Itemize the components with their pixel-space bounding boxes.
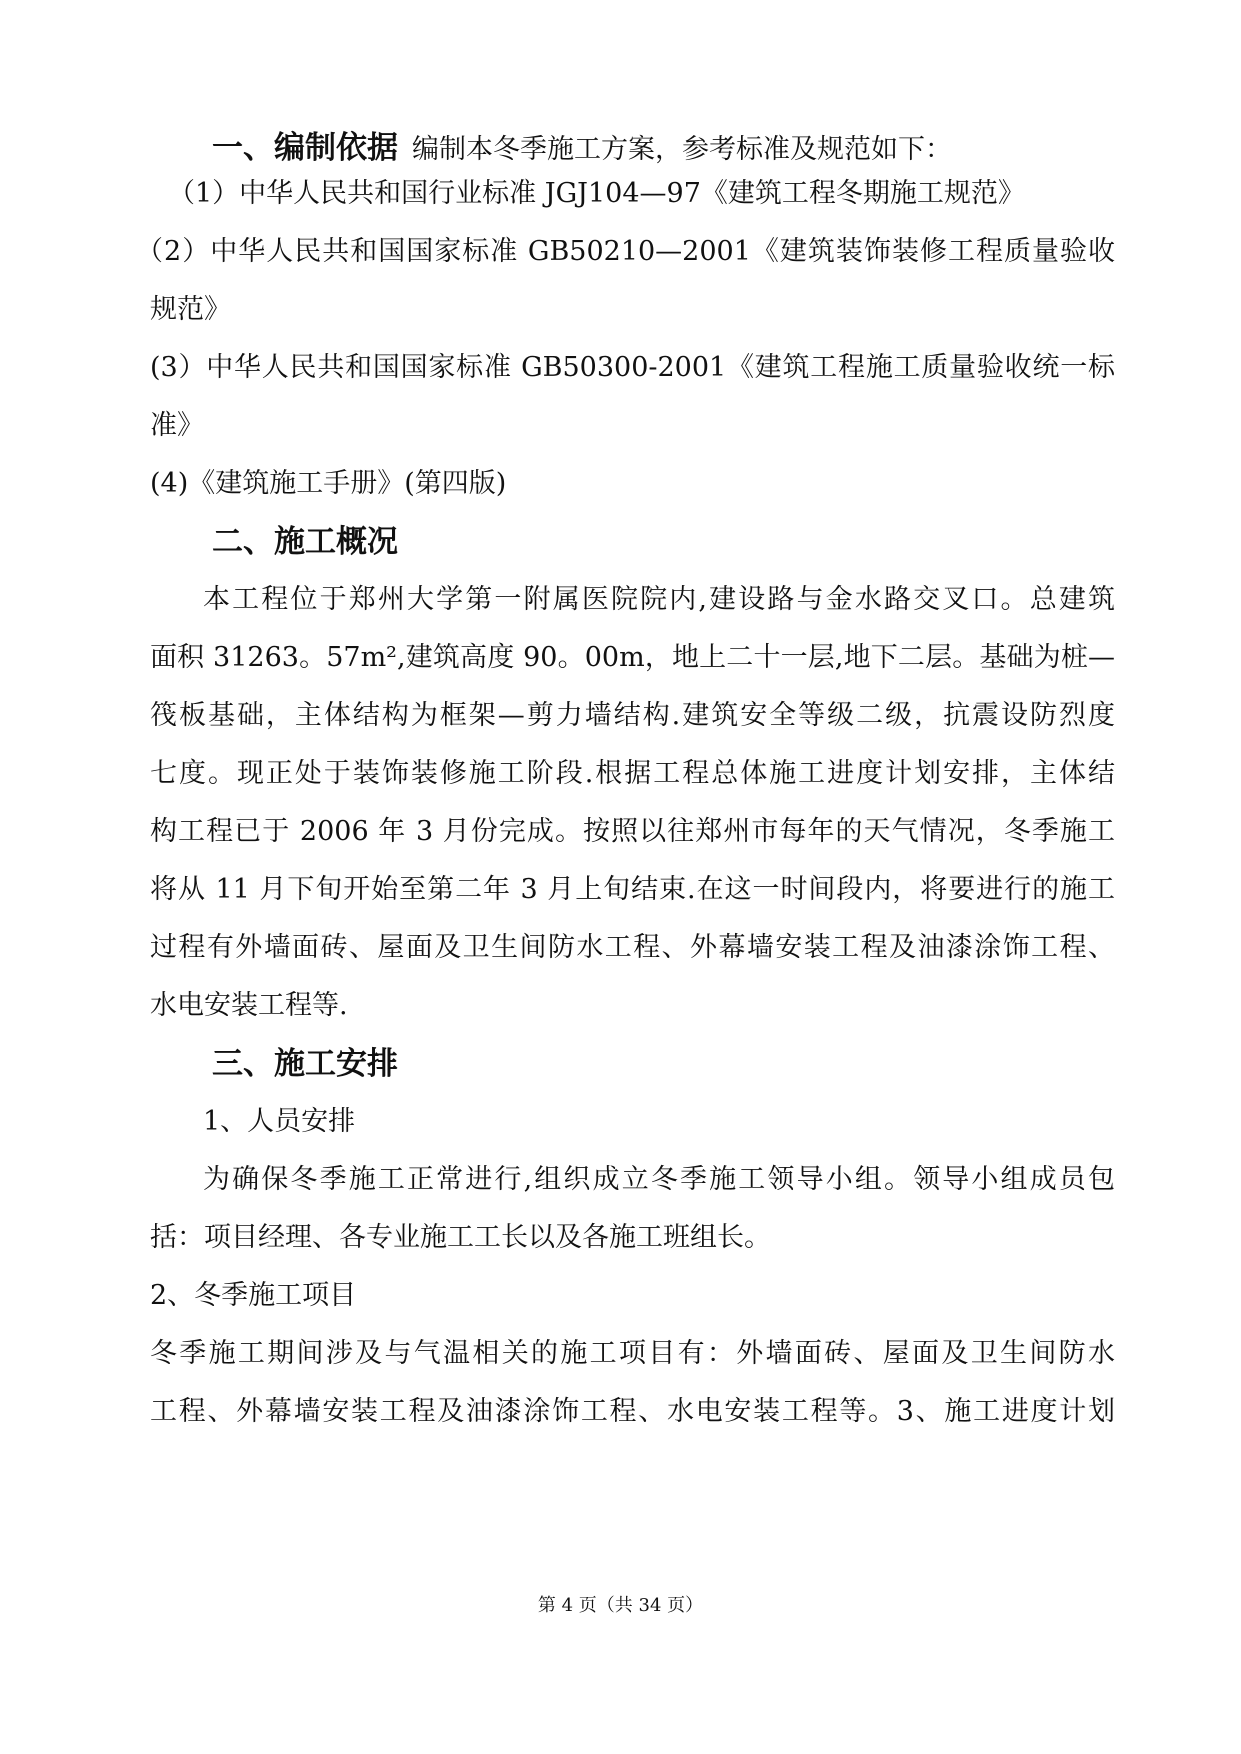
section-2-paragraph-line-8: 水电安装工程等.: [150, 990, 348, 1021]
section-3-sub1-paragraph-line-1: 为确保冬季施工正常进行,组织成立冬季施工领导小组。领导小组成员包: [203, 1164, 1115, 1195]
section-2-paragraph-line-1: 本工程位于郑州大学第一附属医院院内,建设路与金水路交叉口。总建筑: [203, 584, 1115, 615]
page-number-footer: 第 4 页（共 34 页）: [537, 1595, 704, 1616]
section-2-paragraph-line-5: 构工程已于 2006 年 3 月份完成。按照以往郑州市每年的天气情况，冬季施工: [150, 816, 1115, 847]
section-3-sub1-paragraph-line-2: 括：项目经理、各专业施工工长以及各施工班组长。: [150, 1222, 771, 1253]
section-2-paragraph-line-3: 筏板基础，主体结构为框架—剪力墙结构.建筑安全等级二级，抗震设防烈度: [150, 700, 1115, 731]
section-1-heading-line: [212, 128, 1115, 170]
section-3-heading: 三、施工安排: [212, 1046, 398, 1082]
reference-3-line-1: (3）中华人民共和国国家标准 GB50300-2001《建筑工程施工质量验收统一标: [150, 352, 1115, 383]
section-2-paragraph-line-7: 过程有外墙面砖、屋面及卫生间防水工程、外幕墙安装工程及油漆涂饰工程、: [150, 932, 1115, 963]
reference-1: （1）中华人民共和国行业标准 JGJ104—97《建筑工程冬期施工规范》: [168, 178, 1025, 209]
reference-4: (4)《建筑施工手册》(第四版): [150, 468, 507, 499]
section-1-heading: 一、编制依据: [212, 130, 398, 166]
section-2-paragraph-line-6: 将从 11 月下旬开始至第二年 3 月上旬结束.在这一时间段内，将要进行的施工: [150, 874, 1115, 905]
section-3-subheading-1: 1、人员安排: [203, 1106, 356, 1137]
section-2-paragraph-line-4: 七度。现正处于装饰装修施工阶段.根据工程总体施工进度计划安排，主体结: [150, 758, 1115, 789]
section-2-heading: 二、施工概况: [212, 524, 398, 560]
reference-2-line-2: 规范》: [150, 294, 231, 325]
section-3-sub2-paragraph-line-2: 工程、外幕墙安装工程及油漆涂饰工程、水电安装工程等。3、施工进度计划: [150, 1396, 1115, 1427]
section-2-paragraph-line-2: 面积 31263。57m²,建筑高度 90。00m，地上二十一层,地下二层。基础为桩—: [150, 642, 1115, 673]
section-1-intro: 编制本冬季施工方案，参考标准及规范如下：: [412, 134, 952, 165]
section-3-subheading-2: 2、冬季施工项目: [150, 1280, 357, 1311]
reference-2-line-1: （2）中华人民共和国国家标准 GB50210—2001《建筑装饰装修工程质量验收: [136, 236, 1115, 267]
reference-3-line-2: 准》: [150, 410, 204, 441]
section-3-sub2-paragraph-line-1: 冬季施工期间涉及与气温相关的施工项目有：外墙面砖、屋面及卫生间防水: [150, 1338, 1115, 1369]
